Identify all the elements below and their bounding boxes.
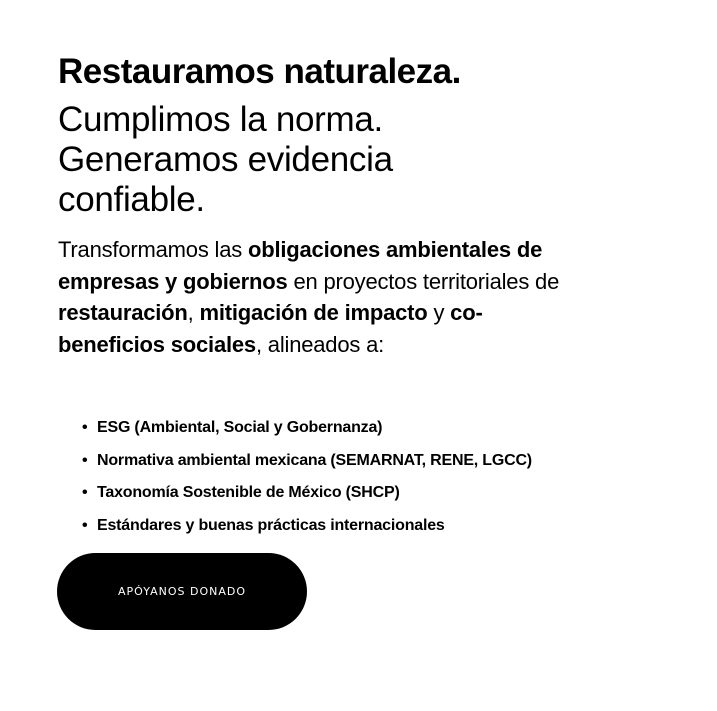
intro-text: Transformamos las [58,237,248,262]
intro-emphasis: restauración [58,300,188,325]
list-item [80,510,532,543]
bullet-icon: • [82,419,88,436]
list-item-label: Estándares y buenas prácticas internacionales [97,516,445,534]
headline: Restauramos naturaleza. [58,52,461,91]
list-item [80,477,532,510]
list-item-label: ESG (Ambiental, Social y Gobernanza) [97,419,383,436]
subheadline [58,100,618,220]
list-item-label: Normativa ambiental mexicana (SEMARNAT, RENE, LGCC) [97,451,532,469]
bullet-icon: • [82,516,88,534]
bullet-icon: • [82,484,88,501]
intro-text: , alineados a: [255,331,385,357]
bullet-icon: • [82,451,88,469]
list-item-label: Taxonomía Sostenible de México (SHCP) [97,484,400,501]
list-item [80,412,532,445]
donate-button[interactable]: APÓYANOS DONADO [57,553,307,630]
subheadline-line: Cumplimos la norma. [58,100,383,139]
intro-emphasis: obligaciones ambientales de empresas y gobiernos [58,237,543,294]
intro-paragraph [58,234,578,360]
alignment-list [80,412,532,542]
intro-emphasis: co-beneficios sociales [58,300,483,357]
intro-text: en proyectos territoriales de [287,268,560,294]
intro-text: y [427,300,451,325]
hero-section [58,50,618,360]
intro-emphasis: mitigación de impacto [199,300,428,325]
intro-text: , [187,300,200,325]
subheadline-line: confiable. [58,180,205,219]
subheadline-line: Generamos evidencia [58,140,393,179]
list-item [80,445,532,478]
